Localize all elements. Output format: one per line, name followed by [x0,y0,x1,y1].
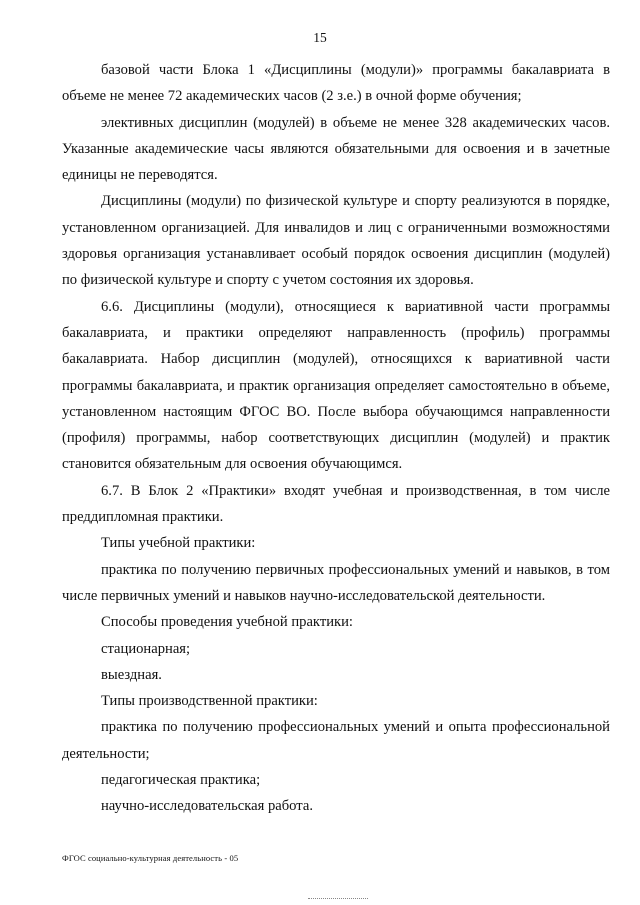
paragraph-research-work: научно-исследовательская работа. [101,798,313,815]
page-number: 15 [313,30,327,45]
paragraph-professional-experience: практика по получению профессиональных умений и опыта профессиональной деятельности; [62,719,610,762]
paragraph-production-practice-types: Типы производственной практики: [101,693,318,710]
paragraph-practice-primary-skills: практика по получению первичных профессиональных умений и навыков, в том числе первичных умений и навыков научно-исследовательской деятельности. [62,561,610,604]
paragraph-practice-methods: Способы проведения учебной практики: [101,614,353,631]
scan-mark [308,898,368,901]
document-body [62,57,610,820]
footer-document-code: ФГОС социально-культурная деятельность - 05 [62,853,239,863]
paragraph-stationary: стационарная; [101,640,191,657]
paragraph-physical-culture: Дисциплины (модули) по физической культуре и спорту реализуются в порядке, установленном организацией. Для инвалидов и лиц с ограниченными возможностями здоровья организация устанавливает особый порядок освоения дисциплин (модулей) по физической культуре и спорту с учетом состояния их здоровья. [62,193,610,289]
paragraph-field: выездная. [101,666,162,683]
paragraph-section-6-6: 6.6. Дисциплины (модули), относящиеся к вариативной части программы бакалавриата, и практики определяют направленность (профиль) программы бакалавриата. Набор дисциплин (модулей), относящихся к вариативной части программы бакалавриата, и практик организация определяет самостоятельно в объеме, установленном настоящим ФГОС ВО. После выбора обучающимся направленности (профиля) программы, набор соответствующих дисциплин (модулей) и практик становится обязательным для освоения обучающимся. [62,298,610,473]
paragraph-basic-part: базовой части Блока 1 «Дисциплины (модули)» программы бакалавриата в объеме не менее 72 академических часов (2 з.е.) в очной форме обучения; [62,62,610,105]
paragraph-educational-practice-types: Типы учебной практики: [101,535,256,552]
paragraph-section-6-7: 6.7. В Блок 2 «Практики» входят учебная и производственная, в том числе преддипломная практики. [62,482,610,526]
paragraph-elective-disciplines: элективных дисциплин (модулей) в объеме не менее 328 академических часов. Указанные академические часы являются обязательными для освоения и в зачетные единицы не переводятся. [62,114,610,184]
paragraph-pedagogical-practice: педагогическая практика; [101,772,261,789]
